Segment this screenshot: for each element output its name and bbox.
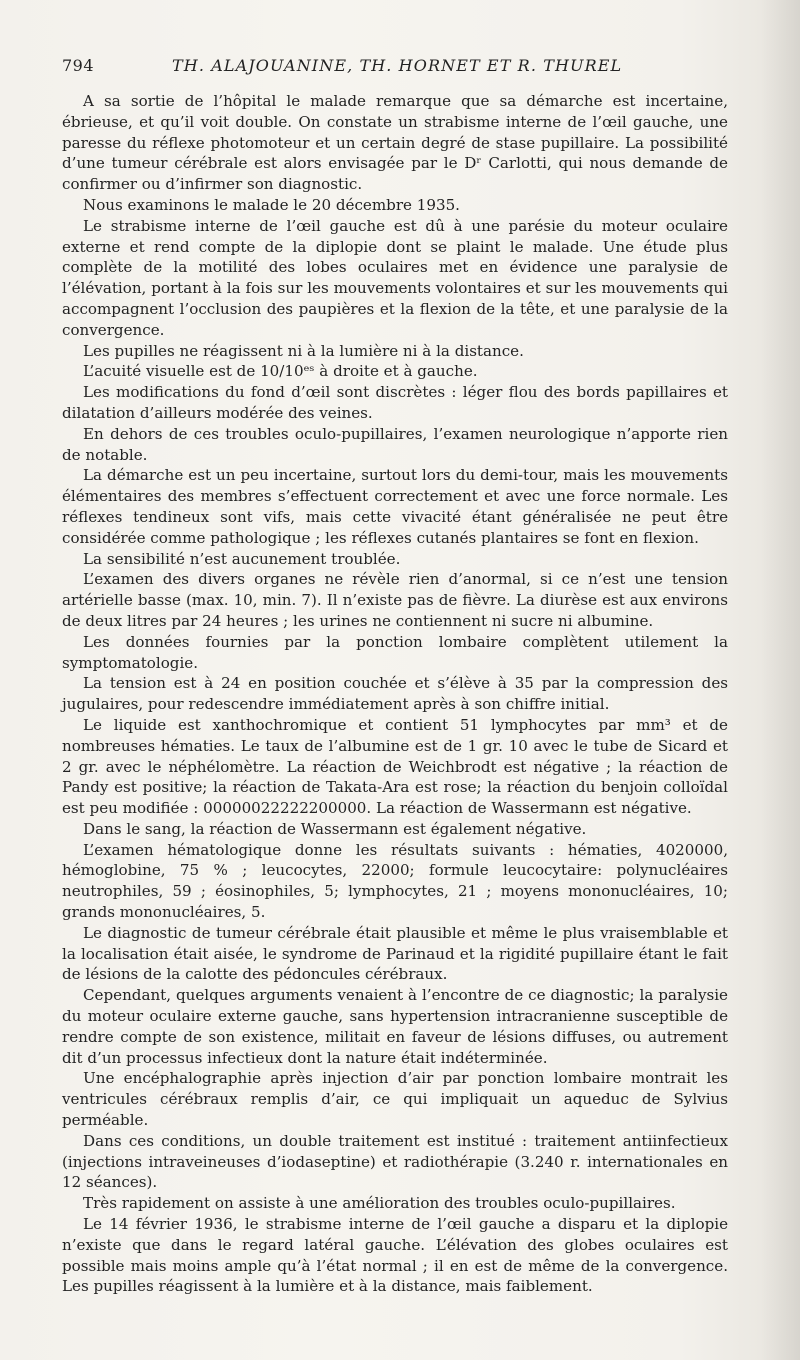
paragraph: En dehors de ces troubles oculo-pupillaires, l’examen neurologique n’apporte rien de notable. (62, 424, 728, 464)
article-body (62, 91, 728, 1297)
paragraph: Le liquide est xanthochromique et contient 51 lymphocytes par mm³ et de nombreuses hématies. Le taux de l’albumine est de 1 gr. 10 avec le tube de Sicard et 2 gr. avec le néphélomètre. La réaction de Weichbrodt est négative ; la réaction de Pandy est positive; la réaction de Takata-Ara est rose; la réaction du benjoin colloïdal est peu modifiée : 00000022222200000. La réaction de Wassermann est négative. (62, 715, 728, 818)
paragraph: Dans le sang, la réaction de Wassermann est également négative. (83, 819, 587, 838)
paragraph: Le diagnostic de tumeur cérébrale était plausible et même le plus vraisemblable et la localisation était aisée, le syndrome de Parinaud et la rigidité pupillaire étant le fait de lésions de la calotte des pédoncules cérébraux. (62, 923, 728, 984)
paragraph: La tension est à 24 en position couchée et s’élève à 35 par la compression des jugulaires, pour redescendre immédiatement après à son chiffre initial. (62, 674, 728, 714)
paragraph: L’acuité visuelle est de 10/10ᵉˢ à droite et à gauche. (83, 362, 478, 381)
paragraph: A sa sortie de l’hôpital le malade remarque que sa démarche est incertaine, ébrieuse, et qu’il voit double. On constate un strabisme interne de l’œil gauche, une paresse du réflexe photomoteur et un certain degré de stase pupillaire. La possibilité d’une tumeur cérébrale est alors envisagée par le Dʳ Carlotti, qui nous demande de confirmer ou d’infirmer son diagnostic. (62, 92, 728, 194)
page-number: 794 (62, 56, 95, 75)
paragraph: Les modifications du fond d’œil sont discrètes : léger flou des bords papillaires et dilatation d’ailleurs modérée des veines. (62, 383, 728, 422)
paragraph: La démarche est un peu incertaine, surtout lors du demi-tour, mais les mouvements élémentaires des membres s’effectuent correctement et avec une force normale. Les réflexes tendineux sont vifs, mais cette vivacité étant généralisée ne peut être considérée comme pathologique ; les réflexes cutanés plantaires se font en flexion. (62, 466, 728, 547)
paragraph: Les données fournies par la ponction lombaire complètent utilement la symptomatologie. (62, 632, 728, 672)
paragraph: Cependant, quelques arguments venaient à l’encontre de ce diagnostic; la paralysie du moteur oculaire externe gauche, sans hypertension intracranienne susceptible de rendre compte de son existence, militait en faveur de lésions diffuses, ou autrement dit d’un processus infectieux dont la nature était indéterminée. (62, 986, 728, 1067)
page-edge-shadow (760, 0, 800, 1360)
running-title: TH. ALAJOUANINE, TH. HORNET ET R. THUREL (172, 56, 623, 75)
paragraph: Le strabisme interne de l’œil gauche est dû à une parésie du moteur oculaire externe et rend compte de la diplopie dont se plaint le malade. Une étude plus complète de la motilité des lobes oculaires met en évidence une paralysie de l’élévation, portant à la fois sur les mouvements volontaires et sur les mouvements qui accompagnent l’occlusion des paupières et la flexion de la tête, et une paralysie de la convergence. (62, 216, 728, 339)
page-header (62, 56, 728, 80)
paragraph: Le 14 février 1936, le strabisme interne de l’œil gauche a disparu et la diplopie n’existe que dans le regard latéral gauche. L’élévation des globes oculaires est possible mais moins ample qu’à l’état normal ; il en est de même de la convergence. Les pupilles réagissent à la lumière et à la distance, mais faiblement. (62, 1215, 728, 1296)
paragraph: Dans ces conditions, un double traitement est institué : traitement antiinfectieux (injections intraveineuses d’iodaseptine) et radiothérapie (3.240 r. internationales en 12 séances). (62, 1131, 728, 1192)
paragraph: L’examen des divers organes ne révèle rien d’anormal, si ce n’est une tension artérielle basse (max. 10, min. 7). Il n’existe pas de fièvre. La diurèse est aux environs de deux litres par 24 heures ; les urines ne contiennent ni sucre ni albumine. (62, 570, 728, 630)
paragraph: Les pupilles ne réagissent ni à la lumière ni à la distance. (83, 341, 524, 360)
paragraph: Très rapidement on assiste à une amélioration des troubles oculo-pupillaires. (83, 1194, 676, 1213)
paragraph: Une encéphalographie après injection d’air par ponction lombaire montrait les ventricules cérébraux remplis d’air, ce qui impliquait un aqueduc de Sylvius perméable. (62, 1069, 728, 1130)
paragraph: Nous examinons le malade le 20 décembre 1935. (83, 195, 460, 214)
paragraph: L’examen hématologique donne les résultats suivants : hématies, 4020000, hémoglobine, 75 % ; leucocytes, 22000; formule leucocytaire: polynucléaires neutrophiles, 59 ; éosinophiles, 5; lymphocytes, 21 ; moyens mononucléaires, 10; grands mononucléaires, 5. (62, 840, 728, 922)
paragraph: La sensibilité n’est aucunement troublée. (83, 549, 401, 568)
